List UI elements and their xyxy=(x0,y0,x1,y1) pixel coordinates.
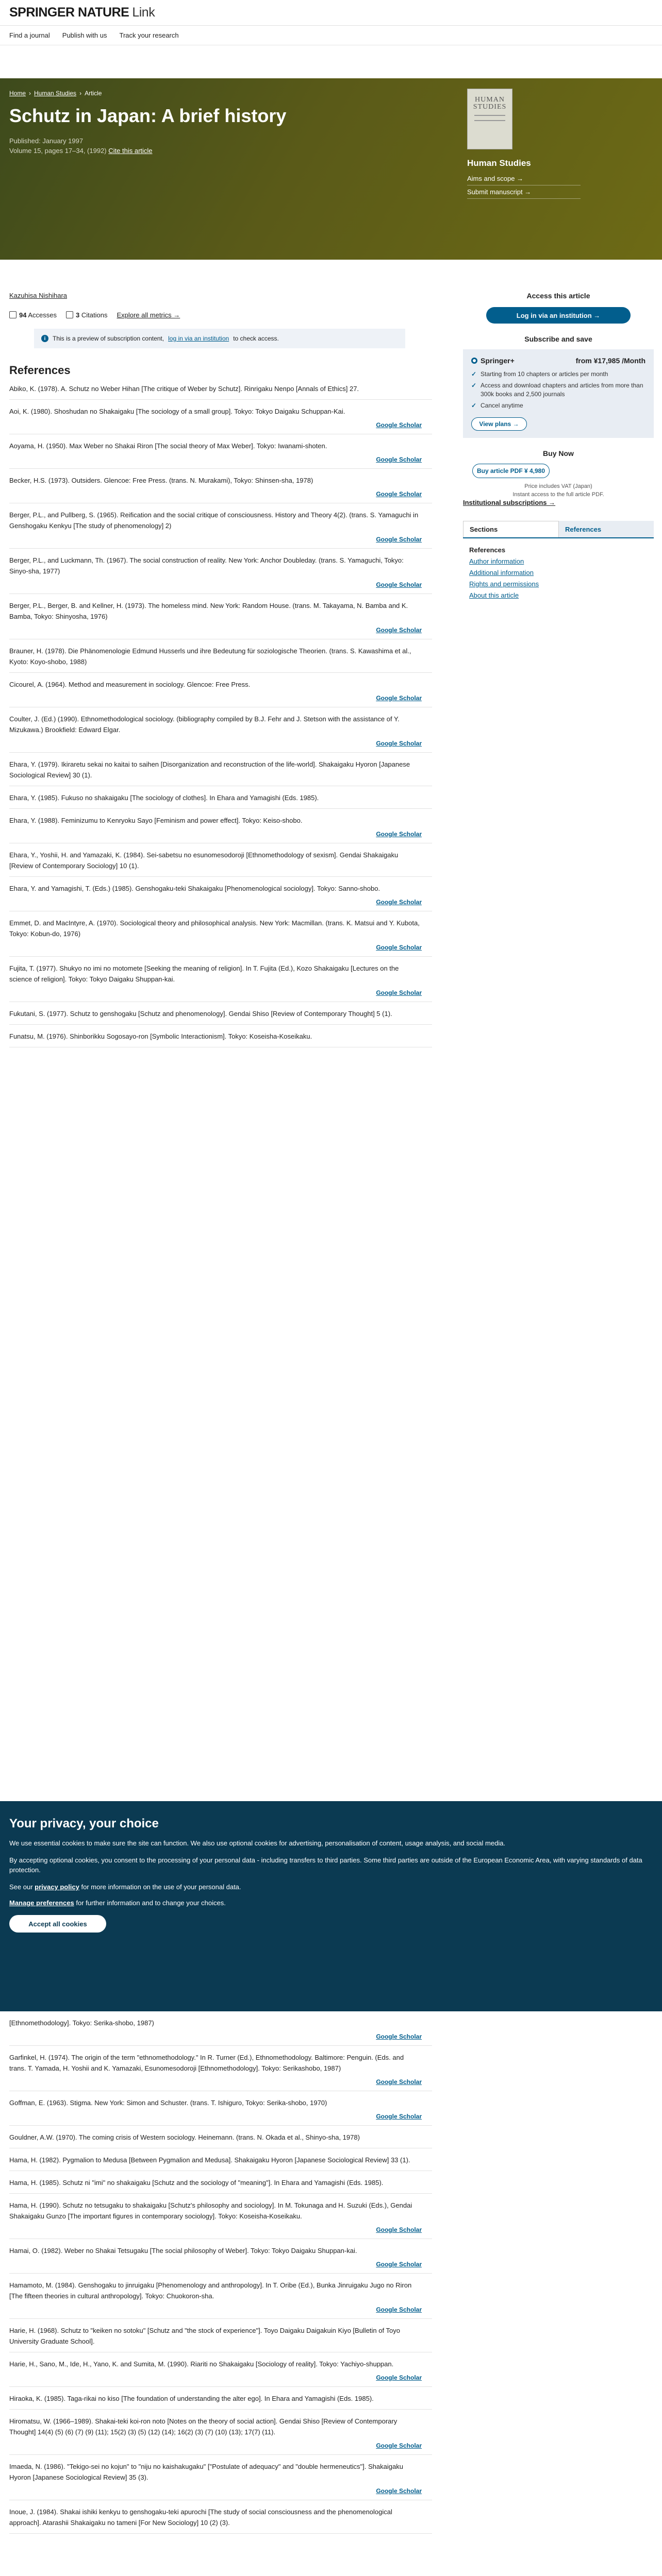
springer-logo[interactable]: SPRINGER NATURE Link xyxy=(9,5,155,20)
plan-name: Springer+ xyxy=(481,357,515,365)
google-scholar-link[interactable]: Google Scholar xyxy=(376,2306,422,2313)
tab-sections[interactable]: Sections xyxy=(463,521,559,537)
toc-item-author-info[interactable]: Author information xyxy=(469,557,524,565)
reference-text: Berger, P.L., and Pullberg, S. (1965). Reification and the social critique of consciousness. History and Theory 4(2). (trans. S. Yamaguchi in Genshogaku Kenkyu [The study of phenomenology] 2) xyxy=(9,511,419,530)
sub-navigation xyxy=(0,26,662,45)
cover-text: HUMAN STUDIES xyxy=(473,96,507,111)
reference-text: Harie, H. (1968). Schutz to "keiken no sotoku" [Schutz and "the stock of experience"]. Toyo Daigaku Daigakuin Kiyo [Bulletin of Toyo University Graduate School]. xyxy=(9,2327,400,2345)
google-scholar-link[interactable]: Google Scholar xyxy=(376,899,422,906)
journal-links xyxy=(467,172,581,199)
radio-icon[interactable] xyxy=(471,358,477,364)
sidebar-tabs xyxy=(463,521,654,538)
reference-text: Abiko, K. (1978). A. Schutz no Weber Hihan [The critique of Weber by Schutz]. Rinrigaku Nenpo [Annals of Ethics] 27. xyxy=(9,385,359,393)
google-scholar-link[interactable]: Google Scholar xyxy=(376,456,422,463)
reference-item xyxy=(9,469,432,503)
plan-feature: ✓ Cancel anytime xyxy=(471,401,646,410)
reference-text: [Ethnomethodology]. Tokyo: Serika-shobo, 1987) xyxy=(9,2019,154,2027)
cookie-title: Your privacy, your choice xyxy=(9,1817,159,1831)
reference-item xyxy=(9,2500,432,2534)
google-scholar-link[interactable]: Google Scholar xyxy=(376,2442,422,2449)
article-title: Schutz in Japan: A brief history xyxy=(9,105,287,126)
citations-metric: 3 Citations xyxy=(66,311,107,319)
google-scholar-link[interactable]: Google Scholar xyxy=(376,2487,422,2495)
google-scholar-link[interactable]: Google Scholar xyxy=(376,536,422,543)
reference-text: Ehara, Y. and Yamagishi, T. (Eds.) (1985). Genshogaku-teki Shakaigaku [Phenomenological sociology]. Tokyo: Sanno-shobo. xyxy=(9,885,380,892)
reference-text: Ehara, Y., Yoshii, H. and Yamazaki, K. (1984). Sei-sabetsu no esunomesodoroji [Ethnomethodology of sexism]. Gendai Shakaigaku [Review of Contemporary Sociology] 10 (1). xyxy=(9,851,399,870)
accesses-metric: 94 Accesses xyxy=(9,311,57,319)
reference-item xyxy=(9,400,432,434)
reference-item xyxy=(9,707,432,753)
reference-item xyxy=(9,503,432,549)
google-scholar-link[interactable]: Google Scholar xyxy=(376,740,422,747)
submit-manuscript-link[interactable]: Submit manuscript → xyxy=(467,185,581,199)
tab-references[interactable]: References xyxy=(559,521,654,537)
references-heading: References xyxy=(9,364,71,377)
reference-text: Ehara, Y. (1979). Ikiraretu sekai no kaitai to saihen [Disorganization and reconstruction of the life-world]. Shakaigaku Hyoron [Japanese Sociological Review] 30 (1). xyxy=(9,760,410,779)
cite-link[interactable]: Cite this article xyxy=(108,147,153,155)
privacy-policy-link[interactable]: privacy policy xyxy=(35,1883,79,1891)
reference-item xyxy=(9,2046,432,2091)
accept-cookies-button[interactable]: Accept all cookies xyxy=(9,1915,106,1933)
reference-text: Coulter, J. (Ed.) (1990). Ethnomethodological sociology. (bibliography compiled by B.J. Fehr and J. Stetson with the assistance of Y. Mizukawa.) Brookfield: Edward Elgar. xyxy=(9,715,400,734)
plan-features xyxy=(471,370,646,410)
reference-text: Funatsu, M. (1976). Shinborikku Sogosayo-ron [Symbolic Interactionism]. Tokyo: Koseisha-Koseikaku. xyxy=(9,1032,312,1040)
reference-item xyxy=(9,2011,432,2046)
notice-login-link[interactable]: log in via an institution xyxy=(168,335,229,342)
toc-item-additional-info[interactable]: Additional information xyxy=(469,569,534,577)
toc-item-about[interactable]: About this article xyxy=(469,591,519,599)
top-bar xyxy=(0,0,662,26)
aims-scope-link[interactable]: Aims and scope → xyxy=(467,172,581,185)
google-scholar-link[interactable]: Google Scholar xyxy=(376,694,422,702)
reference-item xyxy=(9,2274,432,2319)
google-scholar-link[interactable]: Google Scholar xyxy=(376,2033,422,2040)
journal-name[interactable]: Human Studies xyxy=(467,158,531,168)
breadcrumb-journal[interactable]: Human Studies xyxy=(34,90,77,97)
cookie-banner xyxy=(0,1801,662,2011)
reference-text: Brauner, H. (1978). Die Phänomenologie Edmund Husserls und ihre Bedeutung für soziologische Theorien. (trans. S. Kawashima et al., Kyoto: Koyo-shobo, 1988) xyxy=(9,647,411,666)
reference-text: Garfinkel, H. (1974). The origin of the term "ethnomethodology." In R. Turner (Ed.), Ethnomethodology. Baltimore: Penguin. (Eds. and trans. T. Yamada, H. Yoshii and K. Yamazaki, Esunomesodoroji [Ethnomethodology]. Tokyo: Serikashobo, 1987) xyxy=(9,2054,404,2072)
subscribe-title: Subscribe and save xyxy=(524,335,592,343)
reference-item xyxy=(9,2148,432,2171)
references-list-continued xyxy=(9,2011,432,2534)
manage-preferences-link[interactable]: Manage preferences xyxy=(9,1899,74,1907)
nav-publish[interactable]: Publish with us xyxy=(62,31,107,39)
breadcrumb: Home › Human Studies › Article xyxy=(9,90,102,97)
reference-text: Berger, P.L., and Luckmann, Th. (1967). The social construction of reality. New York: Anchor Doubleday. (trans. S. Yamaguchi, Tokyo: Sinyo-sha, 1977) xyxy=(9,556,404,575)
institutional-subscriptions-link[interactable]: Institutional subscriptions → xyxy=(463,499,556,506)
manage-preferences-row: Manage preferences for further information and to change your choices. xyxy=(9,1899,226,1907)
reference-text: Hama, H. (1990). Schutz no tetsugaku to shakaigaku [Schutz's philosophy and sociology]. In M. Tokunaga and H. Suzuki (Eds.), Gendai Shakaigaku Gunzo [The important figures in contemporary sociology]. Tokyo: Koseisha-Koseikaku. xyxy=(9,2201,412,2220)
cookie-text-3: See our privacy policy for more information on the use of your personal data. xyxy=(9,1883,241,1891)
google-scholar-link[interactable]: Google Scholar xyxy=(376,2261,422,2268)
plan-price: from ¥17,985 /Month xyxy=(575,357,646,365)
reference-text: Inoue, J. (1984). Shakai ishiki kenkyu to genshogaku-teki apurochi [The study of social consciousness and the phenomenological approach]. Atarashii Shakaigaku no tameni [For New Sociology] 10 (2) (3). xyxy=(9,2508,392,2527)
reference-item xyxy=(9,957,432,1002)
sections-toc xyxy=(463,545,654,601)
toc-item-references[interactable]: References xyxy=(469,546,506,554)
reference-item xyxy=(9,877,432,911)
plan-card xyxy=(463,349,654,438)
reference-item xyxy=(9,1025,432,1047)
google-scholar-link[interactable]: Google Scholar xyxy=(376,831,422,838)
article-hero xyxy=(0,78,662,260)
google-scholar-link[interactable]: Google Scholar xyxy=(376,2374,422,2381)
subscription-notice: i This is a preview of subscription content, log in via an institution to check access. xyxy=(34,329,405,348)
reference-item xyxy=(9,1002,432,1025)
reference-item xyxy=(9,377,432,400)
reference-item xyxy=(9,786,432,809)
reference-text: Hama, H. (1985). Schutz ni "imi" no shakaigaku [Schutz and the sociology of "meaning"]. In Ehara and Yamagishi (Eds. 1985). xyxy=(9,2179,384,2187)
nav-track-research[interactable]: Track your research xyxy=(119,31,179,39)
reference-item xyxy=(9,2171,432,2194)
plan-feature: ✓ Starting from 10 chapters or articles per month xyxy=(471,370,646,379)
toc-item-rights[interactable]: Rights and permissions xyxy=(469,580,539,588)
reference-text: Cicourel, A. (1964). Method and measurement in sociology. Glencoe: Free Press. xyxy=(9,681,251,688)
main-content xyxy=(9,292,432,1047)
reference-item xyxy=(9,911,432,957)
quote-icon xyxy=(66,311,73,318)
reference-text: Aoi, K. (1980). Shoshudan no Shakaigaku [The sociology of a small group]. Tokyo: Tokyo Daigaku Schuppan-Kai. xyxy=(9,408,345,415)
plan-feature: ✓ Access and download chapters and articles from more than 300k books and 2,500 journals xyxy=(471,381,646,399)
vat-note: Price includes VAT (Japan) Instant access to the full article PDF. xyxy=(512,483,604,498)
reference-text: Ehara, Y. (1985). Fukuso no shakaigaku [The sociology of clothes]. In Ehara and Yamagishi (Eds. 1985). xyxy=(9,794,319,802)
reference-text: Hamai, O. (1982). Weber no Shakai Tetsugaku [The social philosophy of Weber]. Tokyo: Tokyo Daigaku Shuppan-kai. xyxy=(9,2247,357,2255)
reference-text: Hiraoka, K. (1985). Taga-rikai no kiso [The foundation of understanding the alter ego]. In Ehara and Yamagishi (Eds. 1985). xyxy=(9,2395,374,2402)
reference-item xyxy=(9,549,432,594)
reference-text: Fukutani, S. (1977). Schutz to genshogaku [Schutz and phenomenology]. Gendai Shiso [Review of Contemporary Thought] 5 (1). xyxy=(9,1010,392,1018)
institution-login-button[interactable]: Log in via an institution → xyxy=(486,307,631,324)
article-meta xyxy=(9,136,153,156)
reference-item xyxy=(9,673,432,707)
reference-text: Gouldner, A.W. (1970). The coming crisis of Western sociology. Heinemann. (trans. N. Okada et al., Shinyo-sha, 1978) xyxy=(9,2133,360,2141)
published-date: Published: January 1997 xyxy=(9,137,84,145)
buy-pdf-button[interactable]: Buy article PDF ¥ 4,980 xyxy=(472,464,550,478)
google-scholar-link[interactable]: Google Scholar xyxy=(376,490,422,498)
view-plans-button[interactable]: View plans → xyxy=(471,417,527,431)
reference-item xyxy=(9,809,432,843)
google-scholar-link[interactable]: Google Scholar xyxy=(376,2078,422,2086)
reference-item xyxy=(9,2387,432,2410)
journal-cover[interactable] xyxy=(467,89,512,149)
author-link[interactable]: Kazuhisa Nishihara xyxy=(9,292,68,299)
reference-text: Hama, H. (1982). Pygmalion to Medusa [Between Pygmalion and Medusa]. Shakaigaku Hyoron [Japanese Sociological Review] 33 (1). xyxy=(9,2156,410,2164)
google-scholar-link[interactable]: Google Scholar xyxy=(376,626,422,634)
reference-item xyxy=(9,2091,432,2126)
reference-item xyxy=(9,2319,432,2352)
google-scholar-link[interactable]: Google Scholar xyxy=(376,2226,422,2233)
reference-text: Goffman, E. (1963). Stigma. New York: Simon and Schuster. (trans. T. Ishiguro, Tokyo: Serika-shobo, 1970) xyxy=(9,2099,327,2107)
breadcrumb-home[interactable]: Home xyxy=(9,90,26,97)
metrics-bar xyxy=(9,311,432,319)
reference-item xyxy=(9,434,432,469)
google-scholar-link[interactable]: Google Scholar xyxy=(376,2113,422,2120)
sidebar xyxy=(463,292,654,601)
volume-info: Volume 15, pages 17–34, (1992) xyxy=(9,147,107,155)
google-scholar-link[interactable]: Google Scholar xyxy=(376,944,422,951)
explore-metrics-link[interactable]: Explore all metrics → xyxy=(117,311,180,319)
reference-text: Becker, H.S. (1973). Outsiders. Glencoe: Free Press. (trans. N. Murakami), Tokyo: Shinsen-sha, 1978) xyxy=(9,477,313,484)
chart-icon xyxy=(9,311,16,318)
reference-item xyxy=(9,2455,432,2500)
google-scholar-link[interactable]: Google Scholar xyxy=(376,421,422,429)
buy-title: Buy Now xyxy=(543,449,574,457)
references-list xyxy=(9,377,432,1047)
reference-text: Fujita, T. (1977). Shukyo no imi no motomete [Seeking the meaning of religion]. In T. Fujita (Ed.), Kozo Shakaigaku [Lectures on the science of religion]. Tokyo: Tokyo Daigaku Shuppan-kai. xyxy=(9,964,399,983)
cookie-text-2: By accepting optional cookies, you consent to the processing of your personal data - including transfers to third parties. Some third parties are outside of the European Economic Area, with varying standards of data protection. xyxy=(9,1856,642,1874)
reference-item xyxy=(9,639,432,673)
cookie-text-1: We use essential cookies to make sure the site can function. We also use optional cookies for advertising, personalisation of content, usage analysis, and social media. xyxy=(9,1839,506,1847)
reference-item xyxy=(9,2410,432,2455)
breadcrumb-current: Article xyxy=(85,90,102,97)
reference-text: Emmet, D. and MacIntyre, A. (1970). Sociological theory and philosophical analysis. New York: Macmillan. (trans. K. Matsui and Y. Kubota, Tokyo: Kobun-do, 1976) xyxy=(9,919,420,938)
reference-text: Hamamoto, M. (1984). Genshogaku to jinruigaku [Phenomenology and anthropology]. In T. Oribe (Ed.), Bunka Jinruigaku Jugo no Riron [The fifteen theories in cultural anthropology]. Tokyo: Chuokoron-sha. xyxy=(9,2281,412,2300)
reference-text: Imaeda, N. (1986). "Tekigo-sei no kojun" to "niju no kaishakugaku" ["Postulate of adequacy" and "double hermeneutics"]. Shakaigaku Hyoron [Japanese Sociological Review] 35 (3). xyxy=(9,2463,403,2481)
reference-item xyxy=(9,2194,432,2239)
reference-text: Harie, H., Sano, M., Ide, H., Yano, K. and Sumita, M. (1990). Riariti no Shakaigaku [Sociology of reality]. Tokyo: Yachiyo-shuppan. xyxy=(9,2360,394,2368)
google-scholar-link[interactable]: Google Scholar xyxy=(376,581,422,588)
info-icon: i xyxy=(41,335,48,342)
reference-item xyxy=(9,2352,432,2387)
reference-text: Berger, P.L., Berger, B. and Kellner, H. (1973). The homeless mind. New York: Random House. (trans. M. Takayama, N. Bamba and K. Bamba, Tokyo: Shinyosha, 1976) xyxy=(9,602,408,620)
reference-item xyxy=(9,843,432,877)
reference-text: Ehara, Y. (1988). Feminizumu to Kenryoku Sayo [Feminism and power effect]. Tokyo: Keiso-shobo. xyxy=(9,817,303,824)
nav-find-journal[interactable]: Find a journal xyxy=(9,31,50,39)
reference-item xyxy=(9,753,432,786)
reference-text: Hiromatsu, W. (1966–1989). Shakai-teki koi-ron noto [Notes on the theory of social action]. Gendai Shiso [Review of Contemporary Thought] 14(4) (5) (6) (7) (9) (11); 15(2) (3) (5) (12) (14); 16(2) (3) (7) (10) (13); 17(7) (11). xyxy=(9,2417,398,2436)
reference-item xyxy=(9,2126,432,2148)
reference-item xyxy=(9,594,432,639)
reference-text: Aoyama, H. (1950). Max Weber no Shakai Riron [The social theory of Max Weber]. Tokyo: Iwanami-shoten. xyxy=(9,442,327,450)
reference-item xyxy=(9,2239,432,2274)
google-scholar-link[interactable]: Google Scholar xyxy=(376,989,422,996)
access-title: Access this article xyxy=(526,292,590,300)
